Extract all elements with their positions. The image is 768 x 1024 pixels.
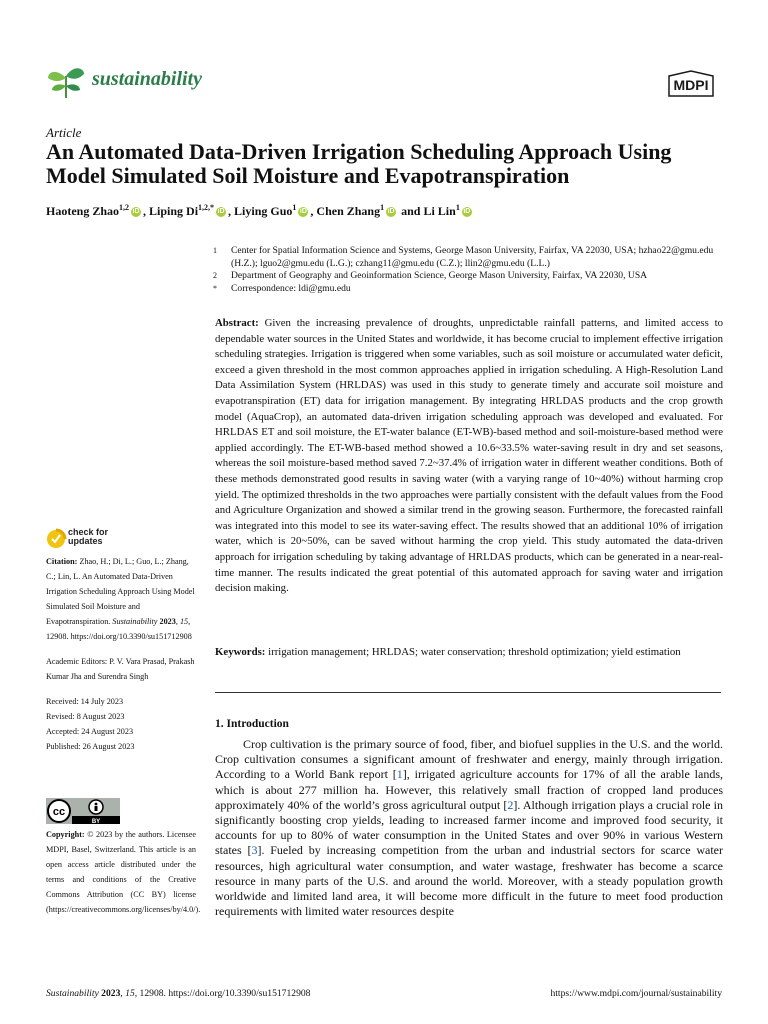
orcid-icon[interactable]: iD: [132, 208, 140, 216]
journal-logo-icon: [46, 64, 86, 100]
author-name: Liying Guo: [234, 204, 293, 218]
footer-journal: Sustainability: [46, 988, 99, 999]
article-type: Article: [46, 125, 82, 140]
citation-journal: Sustainability: [112, 617, 158, 626]
citation-volume: 15: [179, 617, 189, 626]
keywords-text: irrigation management; HRLDAS; water conservation; threshold optimization; yield estimation: [268, 646, 681, 658]
date-received: Received: 14 July 2023: [46, 697, 124, 706]
footer-journal-url[interactable]: https://www.mdpi.com/journal/sustainability: [550, 988, 722, 999]
check-for-updates[interactable]: [68, 528, 108, 546]
citation: Citation: Zhao, H.; Di, L.; Guo, L.; Zhang, C.; Lin, L. An Automated Data-Driven Irrigation Scheduling Approach Using Model Simulated Soil Moisture and Evapotranspiration. Sustainability 2023, 15, 12908. https://doi.org/10.3390/su151712908: [46, 557, 195, 641]
journal-name[interactable]: sustainability: [92, 68, 203, 90]
publisher-logo-text: MDPI: [673, 77, 709, 93]
author-name: Li Lin: [423, 204, 456, 218]
affiliation-mark: 2: [213, 271, 217, 281]
citation-doi[interactable]: , 12908. https://doi.org/10.3390/su151712908: [46, 617, 192, 641]
check-updates-line2: updates: [68, 536, 103, 546]
author-separator: and: [398, 204, 424, 218]
copyright-label: Copyright:: [46, 830, 85, 839]
author-name: Liping Di: [149, 204, 199, 218]
citation-block: [46, 554, 196, 754]
paragraph-text: Crop cultivation is the primary source of food, fiber, and biofuel supplies in the U.S. and the world. Crop cultivation consumes a significant amount of freshwater and energy, mainly through irrigation. According to a World Bank report [: [215, 737, 723, 782]
affiliation-item: [213, 270, 733, 283]
section-heading-introduction: 1. Introduction: [215, 718, 289, 730]
abstract-text: Given the increasing prevalence of droughts, unpredictable rainfall patterns, and limited access to dependable water sources in the United States and worldwide, it has become crucial to implement effective irrigation scheduling strategies. Irrigation is triggered when some variables, such as soil moisture or accumulated water deficit, exceed a given threshold in the most common approaches applied in irrigation scheduling. A High-Resolution Land Data Assimilation System (HRLDAS) was used in this study to generate timely and accurate soil moisture and evapotranspiration (ET) data for irrigation management. By integrating HRLDAS products and the crop growth model (AquaCrop), an automated data-driven irrigation scheduling approach was developed and evaluated. For HRLDAS ET and soil moisture, the ET-water balance (ET-WB)-based method and soil-moisture-based method were applied accordingly. The ET-WB-based method showed a 10.6~33.5% water-saving result in dry and set seasons, whereas the soil moisture-based method saved 7.2~37.4% of irrigation water in different weather conditions. Both of these methods demonstrated good results in saving water (with a varying range of 10~40%) without harming crop yield. The optimized thresholds in the two approaches were partially consistent with the default values from the Food and Agriculture Organization and showed a similar trend in the growing season. Furthermore, the forecasted rainfall was integrated into this model to see its water-saving effect. The results showed that an additional 10% of irrigation water, which is 20~50%, can be saved without harming the crop yield. This study automated the data-driven approach for irrigation scheduling by taking advantage of HRLDAS products, which can be generated in a near-real-time manner. The results indicated the great potential of this automated approach for saving water and irrigation decision making.: [215, 317, 723, 595]
orcid-icon[interactable]: iD: [387, 208, 395, 216]
affiliation-text: Center for Spatial Information Science and Systems, George Mason University, Fairfax, VA 22030, USA; hzhao22@gmu.edu (H.Z.); lguo2@gmu.edu (L.G.); czhang11@gmu.edu (C.Z.); llin2@gmu.edu (L.L.): [231, 245, 714, 269]
footer-doi[interactable]: , 12908. https://doi.org/10.3390/su151712908: [134, 988, 311, 999]
affiliation-text: Department of Geography and Geoinformation Science, George Mason University, Fairfax, VA 22030, USA: [231, 270, 648, 282]
author-name: Chen Zhang: [316, 204, 381, 218]
check-updates-line1: check for: [68, 527, 109, 537]
orcid-icon[interactable]: iD: [299, 208, 307, 216]
citation-year: 2023: [159, 617, 176, 626]
academic-editors: Academic Editors: P. V. Vara Prasad, Prakash Kumar Jha and Surendra Singh: [46, 657, 195, 681]
introduction-paragraph: [215, 737, 723, 919]
reference-link[interactable]: 1: [396, 767, 403, 782]
copyright-text: © 2023 by the authors. Licensee MDPI, Basel, Switzerland. This article is an open access article distributed under the terms and conditions of the Creative Commons Attribution (CC BY) license (https://creativecommons.org/licenses/by/4.0/).: [46, 830, 201, 914]
abstract-label: Abstract:: [215, 317, 259, 329]
date-revised: Revised: 8 August 2023: [46, 712, 125, 721]
reference-link[interactable]: 2: [507, 797, 514, 812]
footer-volume: 15: [125, 988, 135, 999]
orcid-icon[interactable]: iD: [217, 208, 225, 216]
citation-text: Zhao, H.; Di, L.; Guo, L.; Zhang, C.; Lin, L. An Automated Data-Driven Irrigation Scheduling Approach Using Model Simulated Soil Moisture and Evapotranspiration.: [46, 557, 195, 626]
author-affiliation-mark: 1,2,*: [198, 203, 215, 212]
author-separator: ,: [310, 204, 317, 218]
author-affiliation-mark: 1: [455, 203, 460, 212]
section-divider: [215, 692, 721, 693]
footer-citation: Sustainability 2023, 15, 12908. https://doi.org/10.3390/su151712908: [46, 988, 311, 999]
affiliations: [213, 245, 733, 295]
cc-text: cc: [52, 806, 66, 818]
author-affiliation-mark: 1: [380, 203, 385, 212]
author-separator: ,: [143, 204, 150, 218]
author-name: Haoteng Zhao: [46, 204, 120, 218]
footer-year: 2023: [101, 988, 121, 999]
author-affiliation-mark: 1: [292, 203, 297, 212]
affiliation-mark: 1: [213, 246, 217, 255]
copyright-notice: [46, 827, 201, 917]
by-text: BY: [91, 819, 101, 824]
author-affiliation-mark: 1,2: [119, 203, 130, 212]
paragraph-text: ], irrigated agriculture accounts for 17% of all the arable lands, which is about 277 million ha. However, this relatively small fraction of cropped land produces approximately 40% of the world’s gross agricultural output [: [215, 767, 724, 812]
affiliation-item: [213, 245, 733, 270]
date-accepted: Accepted: 24 August 2023: [46, 727, 134, 736]
reference-link[interactable]: 3: [251, 843, 258, 858]
paragraph-text: ]. Fueled by increasing competition from the urban and industrial sectors for scarce water resources, high agricultural water consumption, and water wastage, freshwater has become a scarce resource in many parts of the U.S. and around the world. Moreover, with a steady population growth worldwide and limited land area, it will become more difficult in the future to meet food production requirements with limited water resources despite: [215, 843, 723, 919]
affiliation-text: Correspondence: ldi@gmu.edu: [231, 282, 351, 294]
article-title: An Automated Data-Driven Irrigation Scheduling Approach Using Model Simulated Soil Moisture and Evapotranspiration: [46, 139, 672, 188]
citation-label: Citation:: [46, 557, 78, 566]
date-published: Published: 26 August 2023: [46, 742, 135, 751]
orcid-icon[interactable]: iD: [463, 208, 471, 216]
author-separator: ,: [228, 204, 235, 218]
cc-by-license-icon[interactable]: [46, 798, 120, 824]
affiliation-mark: *: [213, 283, 217, 293]
author-list: [46, 203, 726, 219]
abstract: [215, 316, 723, 597]
affiliation-item: [213, 283, 733, 296]
paragraph-text: ]. Although irrigation plays a crucial role in significantly boosting crop yields, leading to increased farmer income and improved food security, it accounts for up to 80% of water consumption in the United States and over 90% in various Western states [: [215, 797, 723, 858]
keywords: [215, 645, 723, 661]
keywords-label: Keywords:: [215, 646, 266, 658]
